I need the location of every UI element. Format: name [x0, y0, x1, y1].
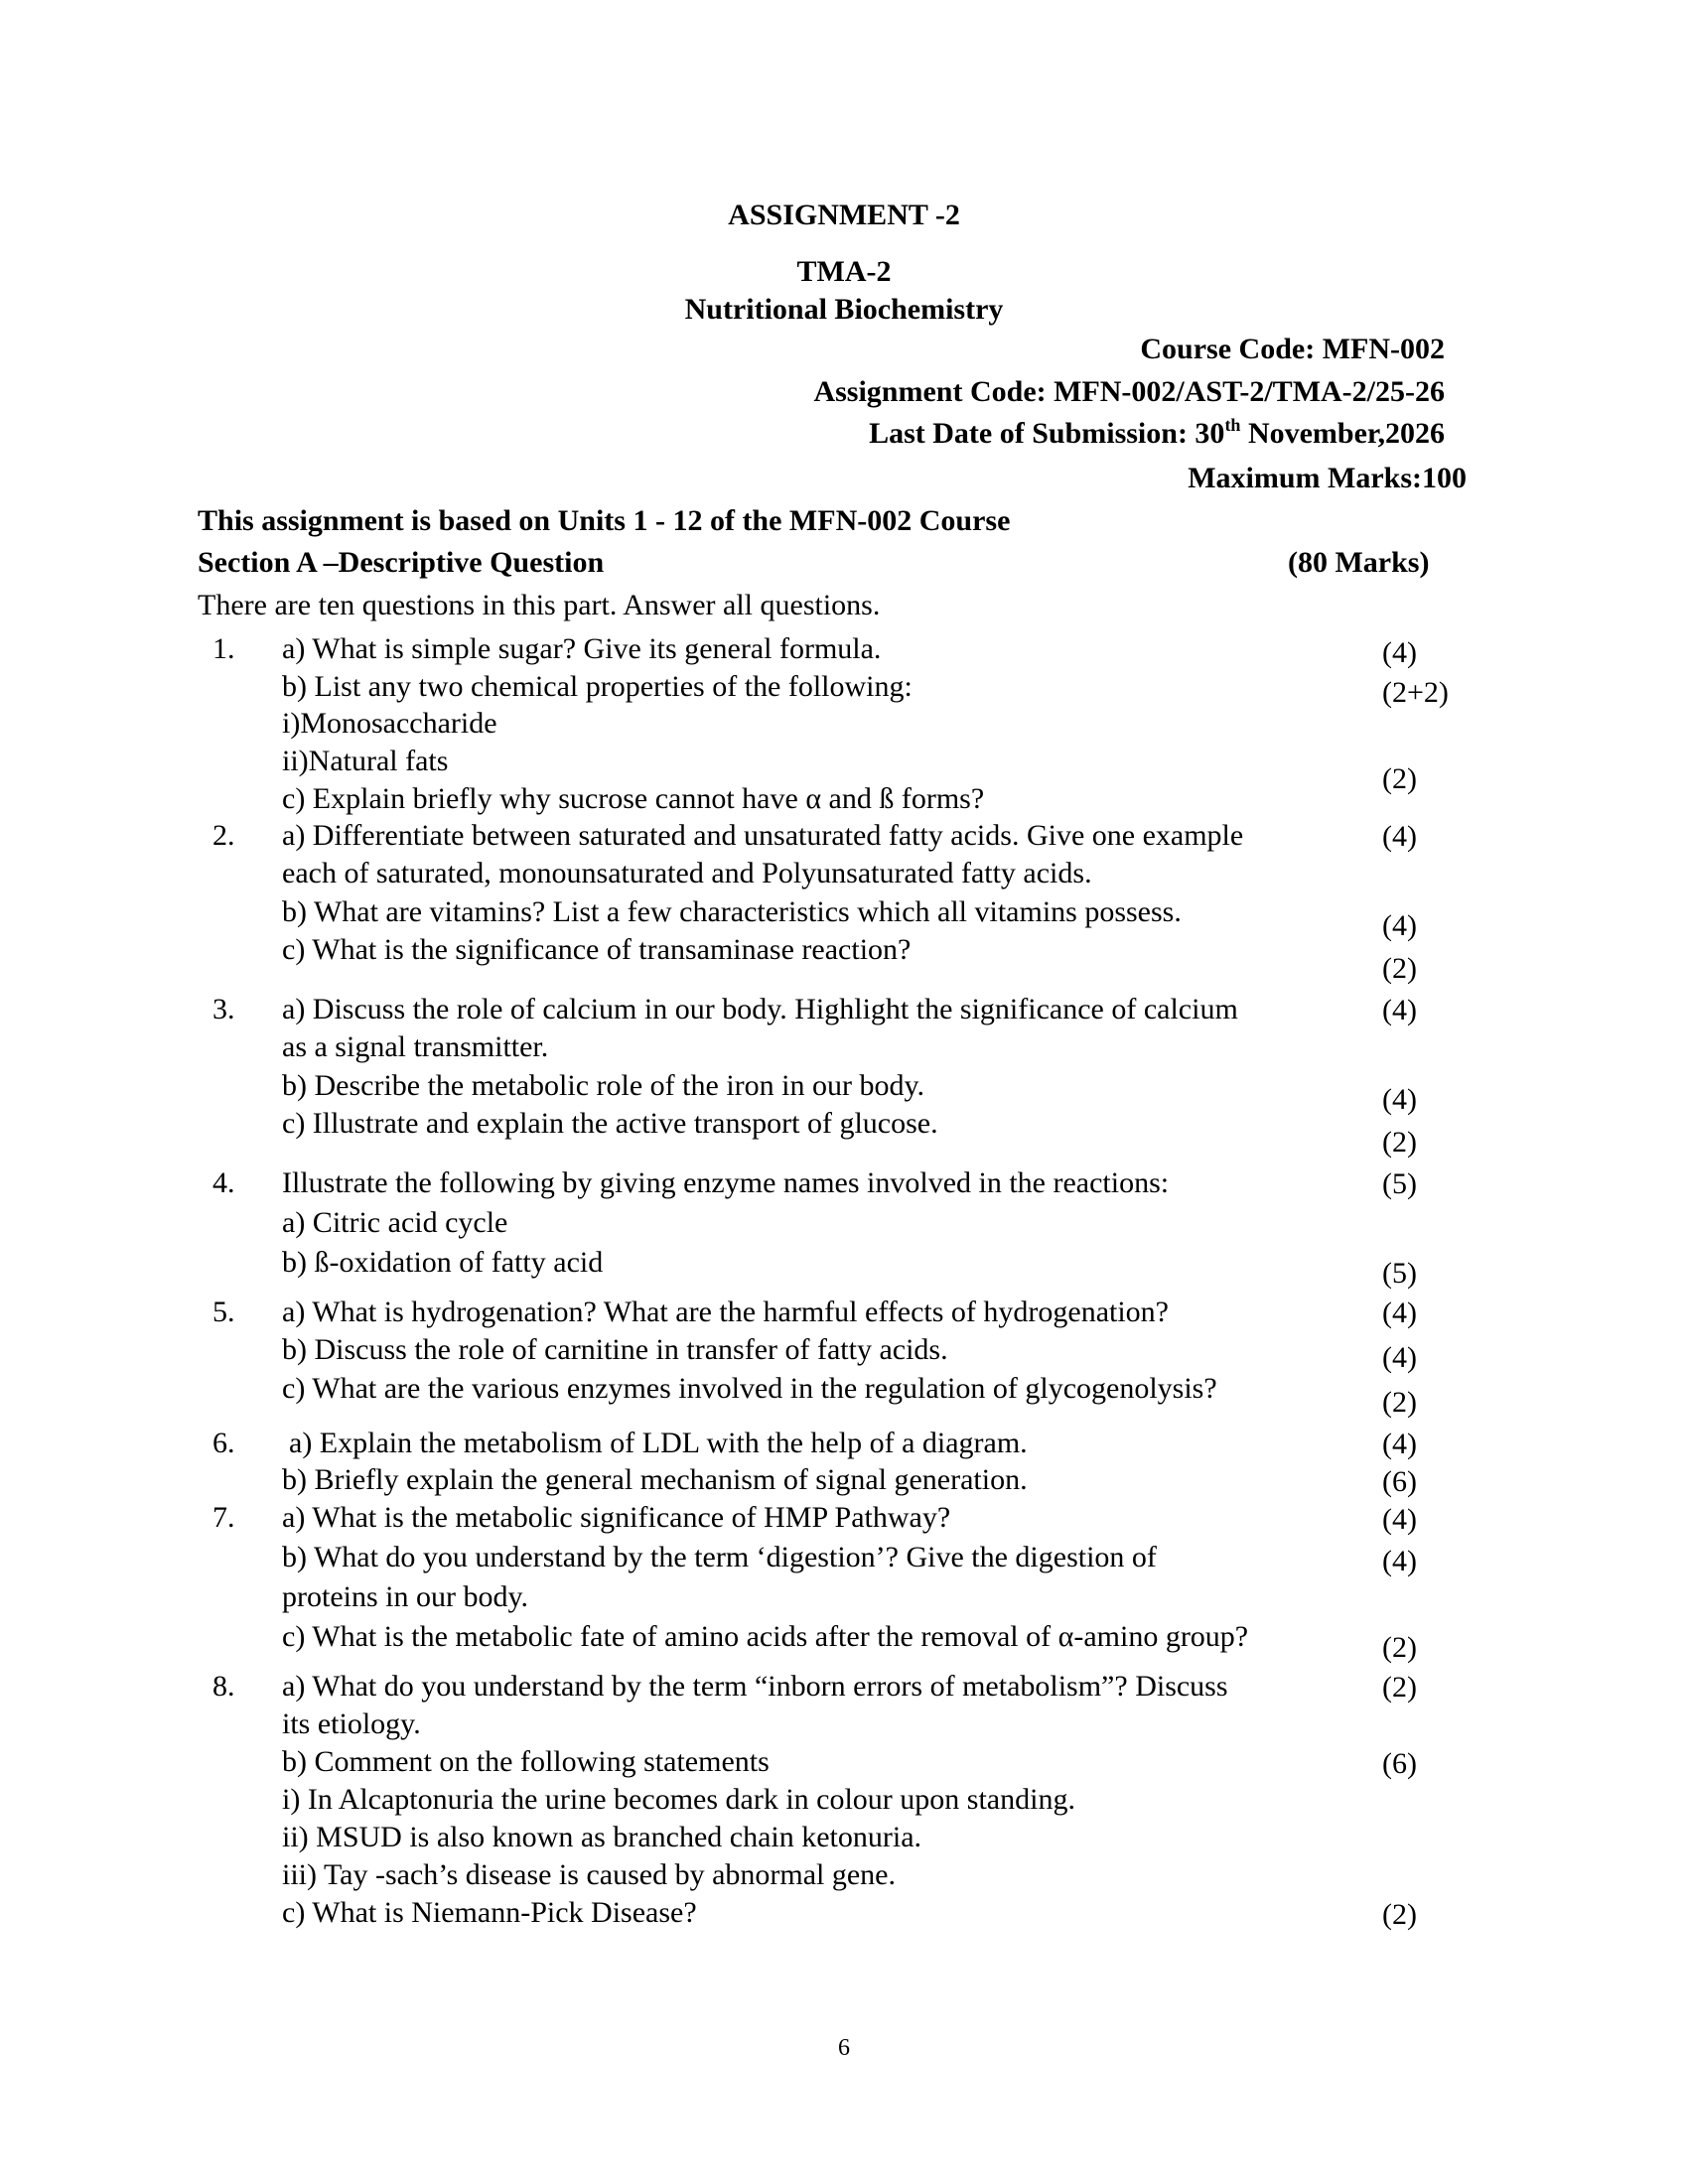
last-date-of-submission	[869, 417, 1445, 451]
question-text: b) What do you understand by the term ‘digestion’? Give the digestion of	[282, 1541, 1157, 1573]
question-marks: (2)	[1382, 1898, 1417, 1931]
question-marks: (4)	[1382, 1341, 1417, 1374]
question-text: c) What is Niemann-Pick Disease?	[282, 1896, 697, 1929]
question-text: a) What is simple sugar? Give its general formula.	[282, 632, 882, 665]
question-text: b) Briefly explain the general mechanism of signal generation.	[282, 1463, 1028, 1496]
question-text: ii) MSUD is also known as branched chain ketonuria.	[282, 1821, 922, 1853]
question-number: 1.	[212, 632, 235, 665]
question-text: c) What is the significance of transaminase reaction?	[282, 933, 912, 966]
question-text: ii)Natural fats	[282, 745, 449, 777]
question-text: b) List any two chemical properties of the following:	[282, 670, 913, 703]
question-text: b) Describe the metabolic role of the iron in our body.	[282, 1069, 925, 1102]
question-text: proteins in our body.	[282, 1580, 529, 1613]
question-text: b) ß-oxidation of fatty acid	[282, 1246, 604, 1279]
question-marks: (4)	[1382, 820, 1417, 853]
question-text: c) Illustrate and explain the active transport of glucose.	[282, 1107, 938, 1140]
units-note: This assignment is based on Units 1 - 12 of the MFN-002 Course	[198, 504, 1011, 537]
question-text: c) What is the metabolic fate of amino acids after the removal of α-amino group?	[282, 1620, 1249, 1653]
question-marks: (2)	[1382, 1126, 1417, 1159]
page-number: 6	[838, 2035, 850, 2061]
question-text: b) Discuss the role of carnitine in transfer of fatty acids.	[282, 1333, 948, 1366]
question-marks: (4)	[1382, 1297, 1417, 1329]
question-text: iii) Tay -sach’s disease is caused by abnormal gene.	[282, 1858, 896, 1891]
question-text: c) What are the various enzymes involved in the regulation of glycogenolysis?	[282, 1372, 1217, 1405]
last-date-prefix: Last Date of Submission: 30	[869, 417, 1225, 450]
question-marks: (4)	[1382, 994, 1417, 1026]
question-marks: (2)	[1382, 1671, 1417, 1704]
question-text: a) What do you understand by the term “inborn errors of metabolism”? Discuss	[282, 1670, 1228, 1703]
course-code: Course Code: MFN-002	[1140, 333, 1445, 365]
question-number: 5.	[212, 1296, 235, 1328]
question-marks: (2)	[1382, 1631, 1417, 1664]
question-text: a) Differentiate between saturated and unsaturated fatty acids. Give one example	[282, 819, 1244, 852]
question-marks: (2+2)	[1382, 676, 1449, 709]
instructions: There are ten questions in this part. Answer all questions.	[198, 589, 881, 621]
question-marks: (4)	[1382, 636, 1417, 669]
question-marks: (2)	[1382, 762, 1417, 795]
question-number: 4.	[212, 1166, 235, 1199]
question-marks: (5)	[1382, 1257, 1417, 1290]
assignment-title: ASSIGNMENT -2	[728, 199, 960, 231]
question-text: Illustrate the following by giving enzyme names involved in the reactions:	[282, 1166, 1170, 1199]
question-text: as a signal transmitter.	[282, 1030, 549, 1063]
question-text: i)Monosaccharide	[282, 707, 497, 740]
question-text: each of saturated, monounsaturated and Polyunsaturated fatty acids.	[282, 857, 1092, 889]
section-marks: (80 Marks)	[1288, 546, 1430, 579]
course-title: Nutritional Biochemistry	[684, 293, 1004, 326]
question-marks: (4)	[1382, 1428, 1417, 1460]
question-text: c) Explain briefly why sucrose cannot have α and ß forms?	[282, 782, 985, 815]
question-text: a) What is the metabolic significance of HMP Pathway?	[282, 1501, 951, 1534]
question-marks: (6)	[1382, 1465, 1417, 1498]
question-marks: (5)	[1382, 1167, 1417, 1200]
assignment-code: Assignment Code: MFN-002/AST-2/TMA-2/25-26	[813, 375, 1445, 408]
maximum-marks: Maximum Marks:100	[1188, 462, 1467, 494]
question-text: b) What are vitamins? List a few characteristics which all vitamins possess.	[282, 895, 1182, 928]
last-date-superscript: th	[1224, 415, 1241, 435]
question-text: its etiology.	[282, 1707, 421, 1740]
question-number: 8.	[212, 1670, 235, 1703]
question-number: 2.	[212, 819, 235, 852]
question-text: a) Explain the metabolism of LDL with the help of a diagram.	[289, 1427, 1028, 1459]
question-text: a) What is hydrogenation? What are the harmful effects of hydrogenation?	[282, 1296, 1169, 1328]
question-marks: (4)	[1382, 1083, 1417, 1116]
question-marks: (4)	[1382, 909, 1417, 942]
question-text: a) Discuss the role of calcium in our body. Highlight the significance of calcium	[282, 993, 1238, 1025]
question-text: i) In Alcaptonuria the urine becomes dark in colour upon standing.	[282, 1783, 1075, 1816]
tma-label: TMA-2	[796, 255, 892, 288]
section-title: Section A –Descriptive Question	[198, 546, 605, 579]
question-text: a) Citric acid cycle	[282, 1206, 508, 1239]
question-number: 3.	[212, 993, 235, 1025]
question-number: 7.	[212, 1501, 235, 1534]
question-marks: (4)	[1382, 1545, 1417, 1577]
question-text: b) Comment on the following statements	[282, 1745, 770, 1778]
question-marks: (2)	[1382, 952, 1417, 985]
last-date-suffix: November,2026	[1240, 417, 1445, 450]
question-marks: (4)	[1382, 1503, 1417, 1536]
question-marks: (2)	[1382, 1386, 1417, 1419]
question-number: 6.	[212, 1427, 235, 1459]
question-marks: (6)	[1382, 1747, 1417, 1780]
